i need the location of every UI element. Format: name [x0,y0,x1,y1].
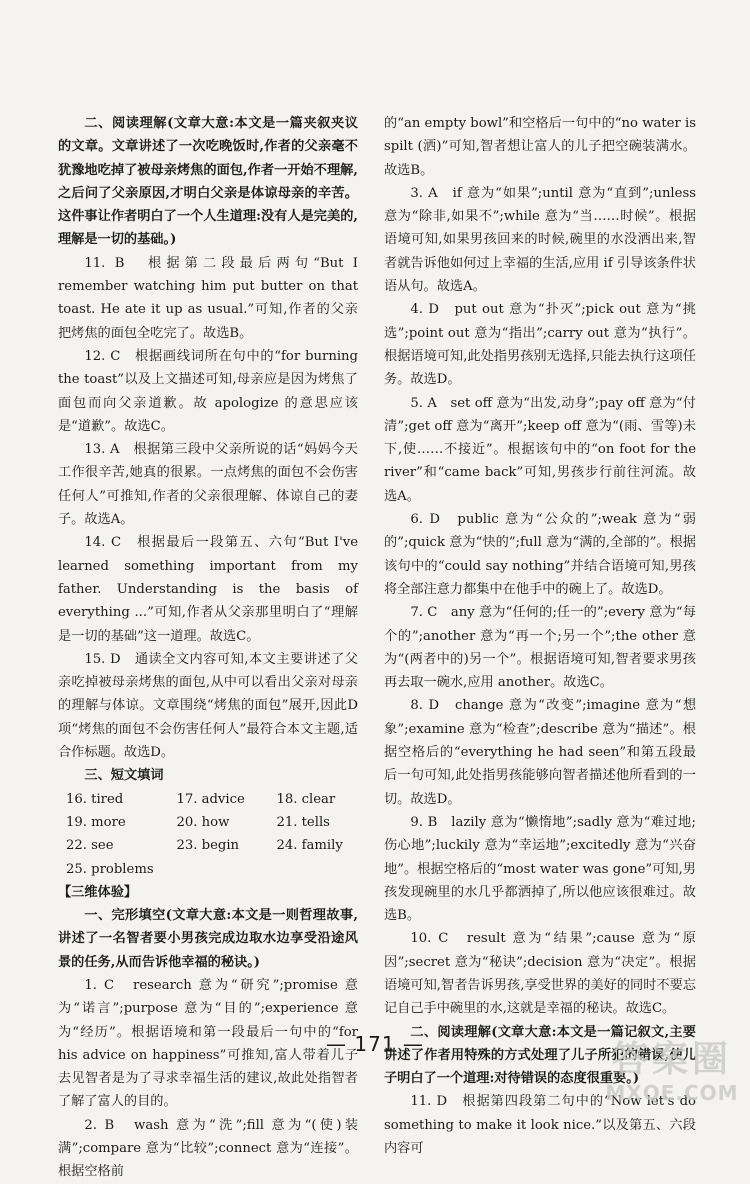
watermark-line-2: MXQE.COM [605,1081,739,1105]
fill-answer: 17. advice [176,791,245,807]
answer-paragraph: 一、完形填空(文章大意:本文是一则哲理故事,讲述了一名智者要小男孩完成边取水边享受沿途风景的任务,从而告诉他幸福的秘诀。) [58,908,358,970]
answer-paragraph: 1. C research 意为“研究”;promise 意为“诺言”;purpose 意为“目的”;experience 意为“经历”。根据语境和第一段最后一句中的“for his advice on happiness”可推知,富人带着儿子去见智者是为了寻求幸福生活的建议,故此处指智者了解了富人的目的。 [58,977,358,1110]
right-column [384,112,696,1160]
answer-paragraph: 3. A if 意为“如果”;until 意为“直到”;unless 意为“除非,如果不”;while 意为“当……时候”。根据语境可知,如果男孩回来的时候,碗里的水没洒出来,智者就告诉他如何过上幸福的生活,应用 if 引导该条件状语从句。故选A。 [384,185,696,295]
answer-paragraph: 10. C result 意为“结果”;cause 意为“原因”;secret 意为“秘诀”;decision 意为“决定”。根据语境可知,智者告诉男孩,享受世界的美好的同时不要忘记自己手中碗里的水,这就是幸福的秘诀。故选C。 [384,931,696,1017]
fill-answer: 18. clear [276,791,336,807]
watermark-logo [602,1039,742,1113]
left-answers [58,112,358,764]
answer-paragraph: 15. D 通读全文内容可知,本文主要讲述了父亲吃掉被母亲烤焦的面包,从中可以看出父亲对母亲的理解与体谅。文章围绕“烤焦的面包”展开,因此D项“烤焦的面包不会伤害任何人”最符合本文主题,适合作标题。故选D。 [58,651,358,761]
fill-row [58,858,358,881]
answer-paragraph: 9. B lazily 意为“懒惰地”;sadly 意为“难过地;伤心地”;luckily 意为“幸运地”;excitedly 意为“兴奋地”。根据空格后的“most water was gone”可知,男孩发现碗里的水几乎都洒掉了,所以他应该很难过。故选B。 [384,814,696,924]
fill-answer [258,858,358,881]
answer-paragraph: 11. B 根据第二段最后两句“But I remember watching him put butter on that toast. He ate it up as usual.”可知,作者的父亲把烤焦的面包全吃完了。故选B。 [58,255,358,341]
answer-paragraph: 8. D change 意为“改变”;imagine 意为“想象”;examine 意为“检查”;describe 意为“描述”。根据空格后的“everything he had seen”和第五段最后一句可知,此处指男孩能够向智者描述他所看到的一切。故选D。 [384,698,696,807]
fill-answer: 23. begin [176,838,240,854]
fill-answer: 20. how [176,814,230,830]
fill-answer: 16. tired [66,791,124,807]
right-answers [384,112,696,1160]
left-column [58,112,358,1184]
answer-paragraph: 13. A 根据第三段中父亲所说的话“妈妈今天工作很辛苦,她真的很累。一点烤焦的面包不会伤害任何人”可推知,作者的父亲很理解、体谅自己的妻子。故选A。 [58,442,358,528]
fill-row [58,811,358,834]
answer-paragraph: 12. C 根据画线词所在句中的“for burning the toast”以及上文描述可知,母亲应是因为烤焦了面包而向父亲道歉。故 apologize 的意思应该是“道歉”。故选C。 [58,348,358,434]
fill-answer: 24. family [276,838,343,854]
answer-paragraph: 5. A set off 意为“出发,动身”;pay off 意为“付清”;get off 意为“离开”;keep off 意为“(雨、雪等)未下,使……不接近”。根据该句中的“on foot for the river”和“came back”可知,男孩步行前往河流。故选A。 [384,395,696,504]
watermark-line-1: 答案圈 [611,1039,732,1080]
answer-paragraph: 二、阅读理解(文章大意:本文是一篇夹叙夹议的文章。文章讲述了一次吃晚饭时,作者的父亲毫不犹豫地吃掉了被母亲烤焦的面包,作者一开始不理解,之后问了父亲原因,才明白父亲是体谅母亲的辛苦。这件事让作者明白了一个人生道理:没有人是完美的,理解是一切的基础。) [58,116,358,248]
fill-row [58,788,358,811]
short-fill-heading: 三、短文填词 [84,768,164,784]
short-fill-table [58,788,358,881]
answer-paragraph: 6. D public 意为“公众的”;weak 意为“弱的”;quick 意为“快的”;full 意为“满的,全部的”。根据该句中的“could say nothing”并结合语境可知,男孩将全部注意力都集中在他手中的碗上了。故选D。 [384,512,696,597]
answer-paragraph: 的“an empty bowl”和空格后一句中的“no water is spilt (洒)”可知,智者想让富人的儿子把空碗装满水。故选B。 [384,116,696,178]
answer-paragraph: 7. C any 意为“任何的;任一的”;every 意为“每个的”;another 意为“再一个;另一个”;the other 意为“(两者中的)另一个”。根据语境可知,智者要求男孩再去取一碗水,应用 another。故选C。 [384,605,696,691]
answer-paragraph: 【三维体验】 [58,884,138,900]
answer-paragraph: 二、阅读理解(文章大意:本文是一篇记叙文,主要讲述了作者用特殊的方式处理了儿子所犯的错误,使儿子明白了一个道理:对待错误的态度很重要。) [384,1024,696,1087]
answer-paragraph: 4. D put out 意为“扑灭”;pick out 意为“挑选”;point out 意为“指出”;carry out 意为“执行”。根据语境可知,此处指男孩别无选择,只能去执行这项任务。故选D。 [384,302,696,388]
fill-answer: 22. see [66,838,114,854]
answer-paragraph: 14. C 根据最后一段第五、六句“But I've learned something important from my father. Understanding is the basis of everything ...”可知,作者从父亲那里明白了“理解是一切的基础”这一道理。故选C。 [58,535,358,644]
page-number: — 171 — [326,1032,424,1056]
fill-answer [158,858,258,881]
answer-paragraph: 11. D 根据第四段第二句中的“Now let's do something to make it look nice.”以及第五、六段内容可 [384,1094,696,1157]
answer-paragraph: 2. B wash 意为“洗”;fill 意为“(使)装满”;compare 意为“比较”;connect 意为“连接”。根据空格前 [58,1117,358,1180]
fill-answer: 25. problems [66,861,154,877]
fill-answer: 21. tells [276,814,330,830]
fill-answer: 19. more [66,814,126,830]
fill-row [58,834,358,857]
